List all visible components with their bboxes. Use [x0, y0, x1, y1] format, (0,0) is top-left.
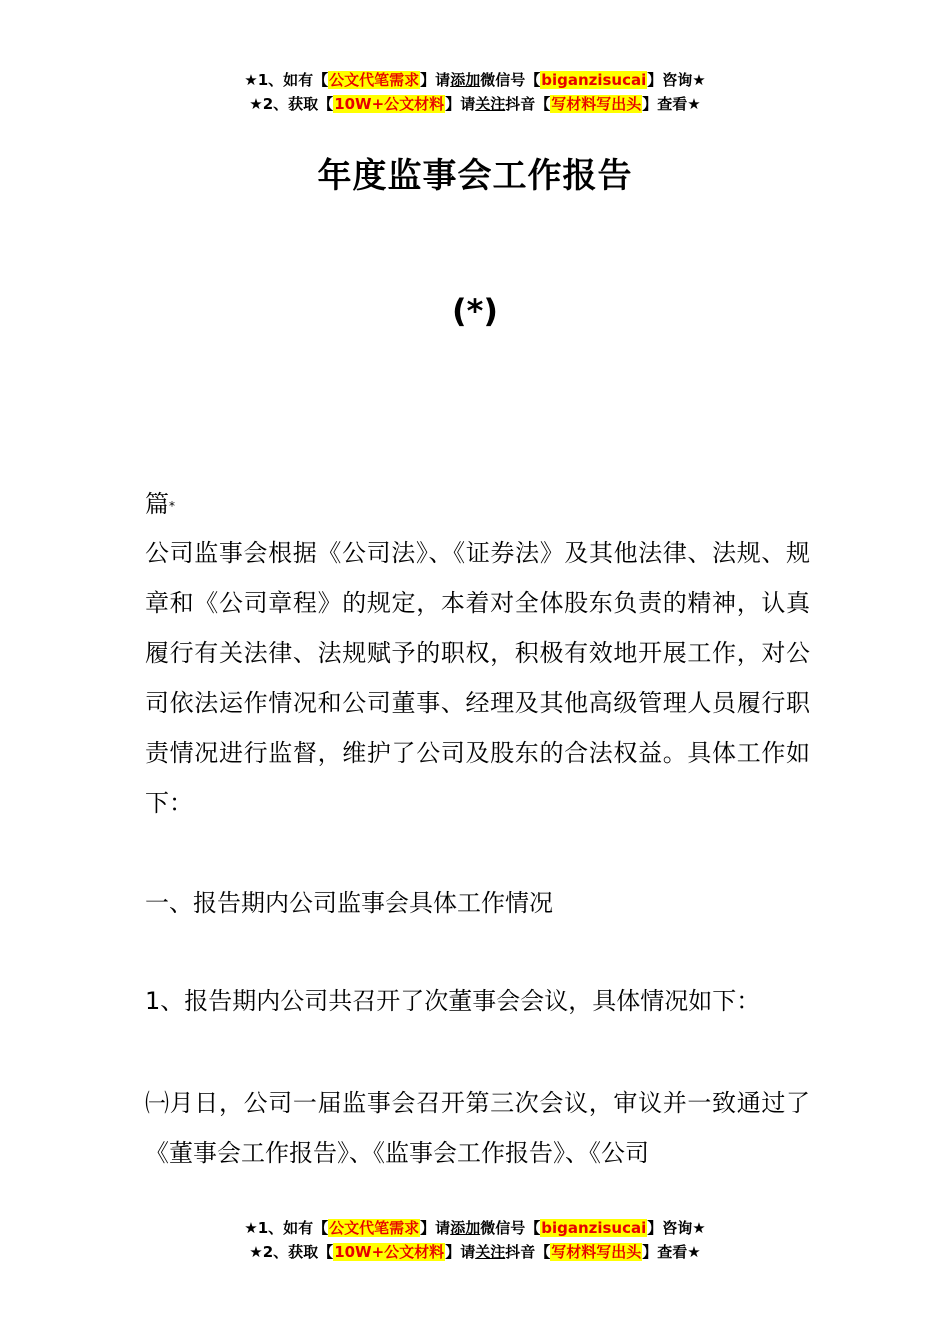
intro-paragraph: 公司监事会根据《公司法》、《证券法》及其他法律、法规、规章和《公司章程》的规定，本着对全体股东负责的精神，认真履行有关法律、法规赋予的职权，积极有效地开展工作，对公司依法运作情况和公司董事、经理及其他高级管理人员履行职责情况进行监督，维护了公司及股东的合法权益。具体工作如下：: [145, 539, 810, 817]
banner-text: 】查看★: [642, 1243, 701, 1261]
banner-text: 】请: [420, 71, 451, 89]
highlight-text: 公文代笔需求: [329, 1219, 420, 1237]
document-subtitle: (*): [452, 292, 498, 330]
highlight-text: 10W+公文材料: [334, 95, 445, 113]
underlined-text: 关注: [475, 1243, 506, 1261]
banner-text: 】查看★: [642, 95, 701, 113]
banner-text: 】请: [420, 1219, 451, 1237]
banner-text: ★2、获取【: [249, 1243, 334, 1261]
highlight-text: biganzisucai: [541, 1219, 647, 1237]
banner-line-1: [0, 68, 950, 92]
highlight-text: biganzisucai: [541, 71, 647, 89]
section-label-text: 篇: [145, 490, 169, 518]
highlight-text: 写材料写出头: [551, 95, 642, 113]
banner-text: 】咨询★: [647, 1219, 706, 1237]
highlight-text: 写材料写出头: [551, 1243, 642, 1261]
underlined-text: 添加: [450, 1219, 481, 1237]
banner-text: ★2、获取【: [249, 95, 334, 113]
footer-banner: [0, 1216, 950, 1264]
list-item: 1、报告期内公司共召开了次董事会会议，具体情况如下：: [145, 987, 761, 1015]
section-heading: 一、报告期内公司监事会具体工作情况: [145, 889, 553, 917]
banner-text: 抖音【: [505, 1243, 551, 1261]
banner-text: 】咨询★: [647, 71, 706, 89]
section-mark: *: [169, 499, 175, 513]
underlined-text: 添加: [450, 71, 481, 89]
banner-line-1: [0, 1216, 950, 1240]
list-item: ㈠月日，公司一届监事会召开第三次会议，审议并一致通过了《董事会工作报告》、《监事会工作报告》、《公司: [145, 1089, 810, 1167]
banner-text: ★1、如有【: [244, 1219, 329, 1237]
banner-line-2: [0, 1240, 950, 1264]
document-title: 年度监事会工作报告: [317, 156, 633, 196]
banner-text: ★1、如有【: [244, 71, 329, 89]
underlined-text: 关注: [475, 95, 506, 113]
banner-text: 微信号【: [480, 71, 541, 89]
highlight-text: 10W+公文材料: [334, 1243, 445, 1261]
banner-line-2: [0, 92, 950, 116]
banner-text: 微信号【: [480, 1219, 541, 1237]
section-label: [145, 486, 810, 522]
banner-text: 抖音【: [505, 95, 551, 113]
banner-text: 】请: [445, 1243, 476, 1261]
header-banner: [0, 68, 950, 116]
highlight-text: 公文代笔需求: [329, 71, 420, 89]
banner-text: 】请: [445, 95, 476, 113]
